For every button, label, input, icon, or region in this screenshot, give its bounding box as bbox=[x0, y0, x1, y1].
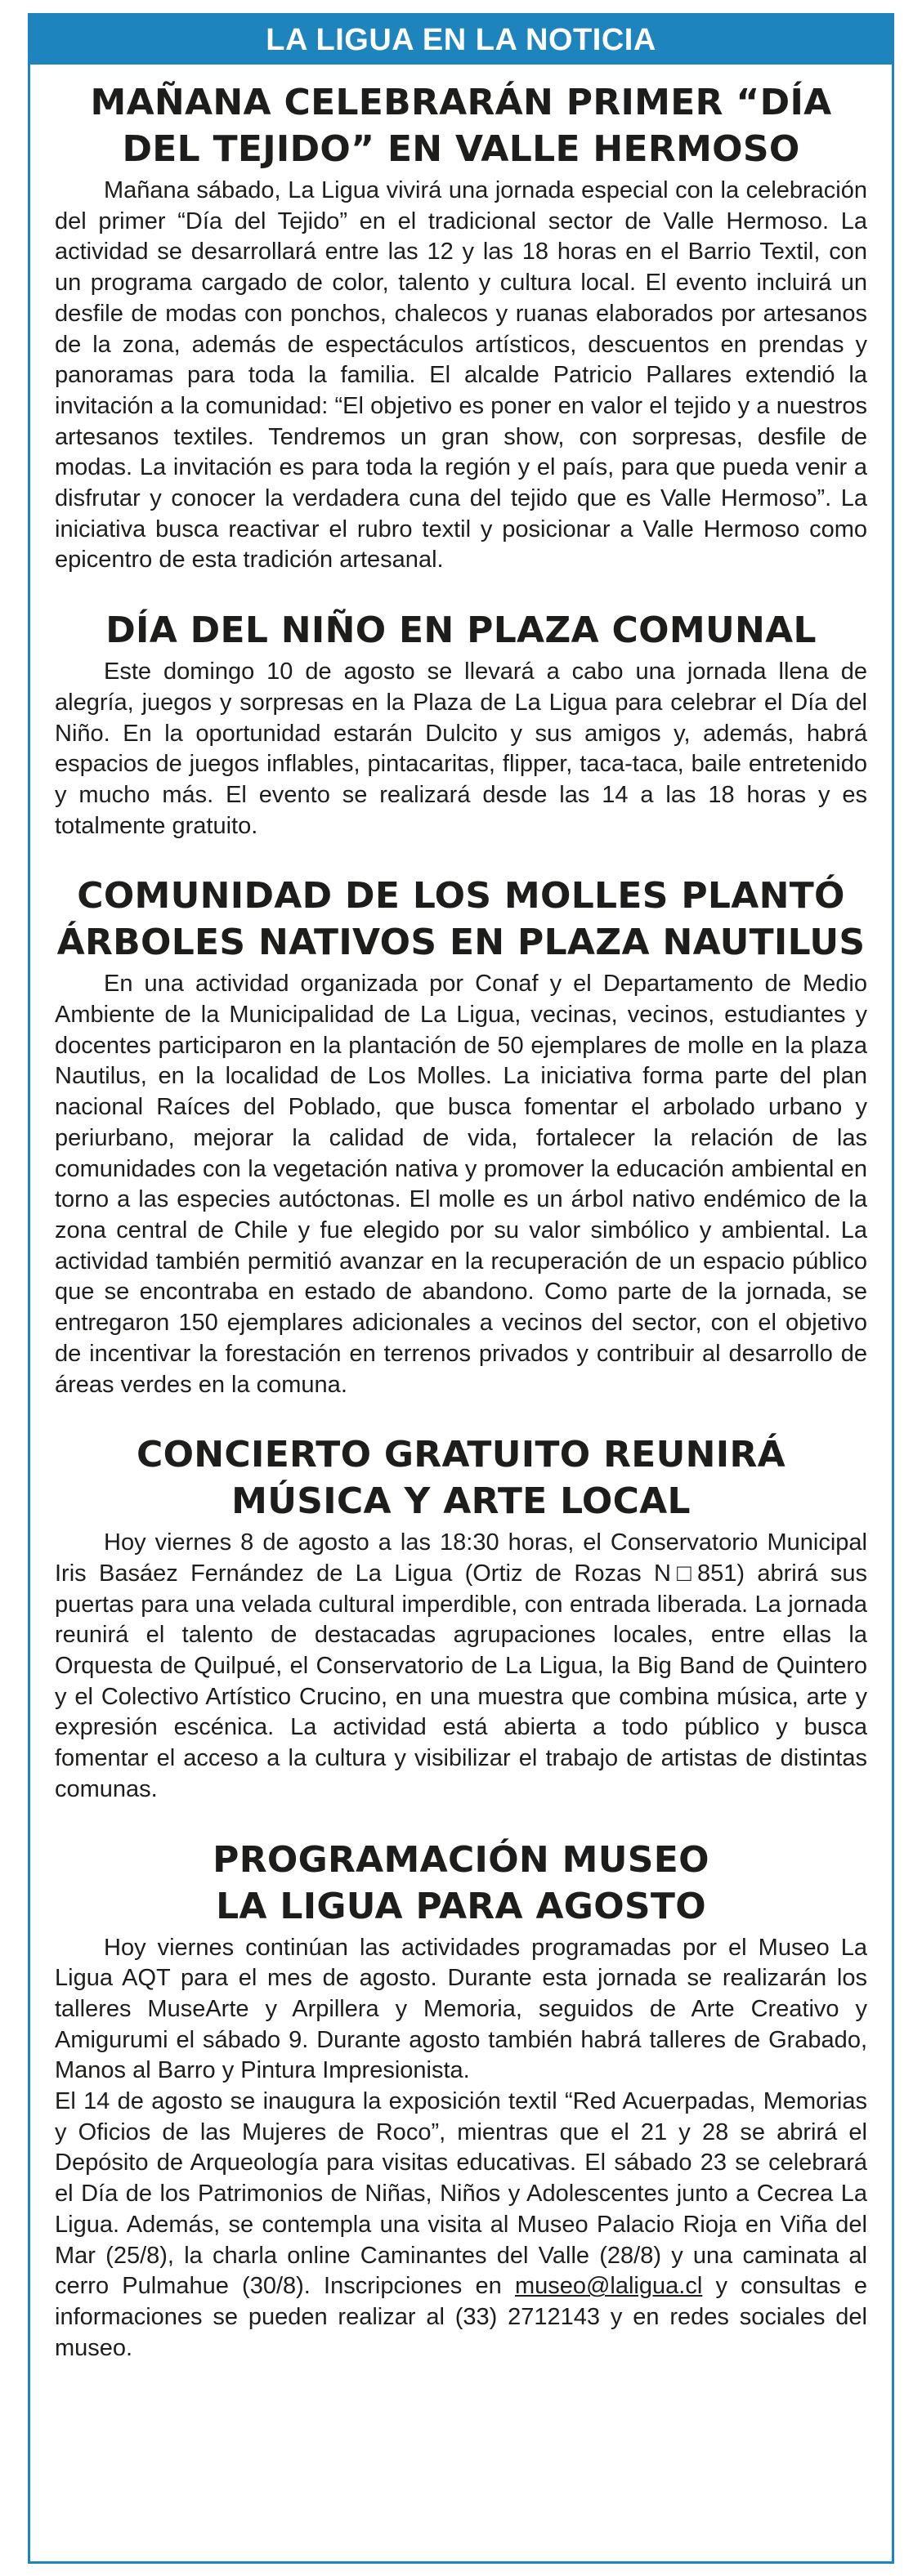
headline-line: MÚSICA Y ARTE LOCAL bbox=[231, 1480, 691, 1523]
article-paragraph: Hoy viernes 8 de agosto a las 18:30 horas, el Conservatorio Municipal Iris Basáez Fernández de La Ligua (Ortiz de Rozas N□851) abrirá sus puertas para una velada cultural imperdible, con entrada liberada. La jornada reunirá el talento de destacadas agrupaciones locales, entre ellas la Orquesta de Quilpué, el Conservatorio de La Ligua, la Big Band de Quintero y el Colectivo Artístico Crucino, en una muestra que combina música, arte y expresión escénica. La actividad está abierta a todo público y busca fomentar el acceso a la cultura y visibilizar el trabajo de artistas de distintas comunas. bbox=[55, 1529, 867, 1802]
headline-line: LA LIGUA PARA AGOSTO bbox=[216, 1885, 706, 1927]
headline-line: ÁRBOLES NATIVOS EN PLAZA NAUTILUS bbox=[56, 922, 866, 964]
article-los-molles bbox=[55, 873, 867, 1400]
article-paragraph: Hoy viernes continúan las actividades programadas por el Museo La Ligua AQT para el mes de agosto. Durante esta jornada se realizarán los talleres MuseArte y Arpillera y Memoria, seguidos de Arte Creativo y Amigurumi el sábado 9. Durante agosto también habrá talleres de Grabado, Manos al Barro y Pintura Impresionista. bbox=[55, 1934, 867, 2084]
article-body bbox=[55, 657, 867, 842]
article-paragraph: Mañana sábado, La Ligua vivirá una jornada especial con la celebración del primer “Día del Tejido” en el tradicional sector de Valle Hermoso. La actividad se desarrollará entre las 12 y las 18 horas en el Barrio Textil, con un programa cargado de color, talento y cultura local. El evento incluirá un desfile de modas con ponchos, chalecos y ruanas elaborados por artesanos de la zona, además de espectáculos artísticos, descuentos en prendas y panoramas para toda la familia. El alcalde Patricio Pallares extendió la invitación a la comunidad: “El objetivo es poner en valor el tejido y a nuestros artesanos textiles. Tendremos un gran show, con sorpresas, desfile de modas. La invitación es para toda la región y el país, para que pueda venir a disfrutar y conocer la verdadera cuna del tejido que es Valle Hermoso”. La iniciativa busca reactivar el rubro textil y posicionar a Valle Hermoso como epicentro de esta tradición artesanal. bbox=[55, 177, 867, 574]
article-body bbox=[55, 1528, 867, 1805]
article-headline bbox=[55, 1837, 867, 1930]
museum-email-link[interactable]: museo@laligua.cl bbox=[514, 2273, 703, 2300]
news-section-frame bbox=[28, 13, 894, 2564]
section-banner: LA LIGUA EN LA NOTICIA bbox=[30, 16, 892, 65]
article-dia-del-nino bbox=[55, 607, 867, 842]
closing-text: y consultas e informaciones se pueden realizar al (33) 2712143 y en redes sociales del museo. bbox=[55, 2273, 867, 2361]
articles-column bbox=[55, 79, 867, 2364]
article-headline bbox=[55, 607, 867, 654]
article-programacion-museo bbox=[55, 1837, 867, 2364]
article-headline bbox=[55, 873, 867, 966]
article-body bbox=[55, 969, 867, 1400]
headline-line: MAÑANA CELEBRARÁN PRIMER “DÍA bbox=[90, 82, 832, 123]
headline-line: PROGRAMACIÓN MUSEO bbox=[213, 1838, 709, 1881]
article-concierto-gratuito bbox=[55, 1431, 867, 1805]
closing-text: El 14 de agosto se inaugura la exposición textil “Red Acuerpadas, Memorias y Oficios de las Mujeres de Roco”, mientras que el 21 y 28 se abrirá el Depósito de Arqueología para visitas educativas. El sábado 23 se celebrará el Día de los Patrimonios de Niñas, Niños y Adolescentes junto a Cecrea La Ligua. Además, se contempla una visita al Museo Palacio Rioja en Viña del Mar (25/8), la charla online Caminantes del Valle (28/8) y una caminata al cerro Pulmahue (30/8). Inscripciones en bbox=[55, 2088, 867, 2300]
article-paragraph: Este domingo 10 de agosto se llevará a cabo una jornada llena de alegría, juegos y sorpresas en la Plaza de La Ligua para celebrar el Día del Niño. En la oportunidad estarán Dulcito y sus amigos y, además, habrá espacios de juegos inflables, pintacaritas, flipper, taca-taca, baile entretenido y mucho más. El evento se realizará desde las 14 a las 18 horas y es totalmente gratuito. bbox=[55, 659, 867, 839]
headline-line: CONCIERTO GRATUITO REUNIRÁ bbox=[137, 1434, 785, 1476]
article-headline bbox=[55, 79, 867, 172]
headline-line: COMUNIDAD DE LOS MOLLES PLANTÓ bbox=[77, 875, 845, 917]
headline-line: DÍA DEL NIÑO EN PLAZA COMUNAL bbox=[105, 609, 817, 652]
headline-line: DEL TEJIDO” EN VALLE HERMOSO bbox=[122, 128, 800, 170]
article-headline bbox=[55, 1431, 867, 1525]
article-paragraph bbox=[55, 2087, 867, 2364]
article-dia-del-tejido bbox=[55, 79, 867, 576]
article-body bbox=[55, 176, 867, 576]
article-body bbox=[55, 1933, 867, 2364]
article-paragraph: En una actividad organizada por Conaf y el Departamento de Medio Ambiente de la Municipalidad de La Ligua, vecinas, vecinos, estudiantes y docentes participaron en la plantación de 50 ejemplares de molle en la plaza Nautilus, en la localidad de Los Molles. La iniciativa forma parte del plan nacional Raíces del Poblado, que busca fomentar el arbolado urbano y periurbano, mejorar la calidad de vida, fortalecer la relación de las comunidades con la vegetación nativa y promover la educación ambiental en torno a las especies autóctonas. El molle es un árbol nativo endémico de la zona central de Chile y fue elegido por su valor simbólico y ambiental. La actividad también permitió avanzar en la recuperación de un espacio público que se encontraba en estado de abandono. Como parte de la jornada, se entregaron 150 ejemplares adicionales a vecinos del sector, con el objetivo de incentivar la forestación en terrenos privados y contribuir al desarrollo de áreas verdes en la comuna. bbox=[55, 971, 867, 1398]
